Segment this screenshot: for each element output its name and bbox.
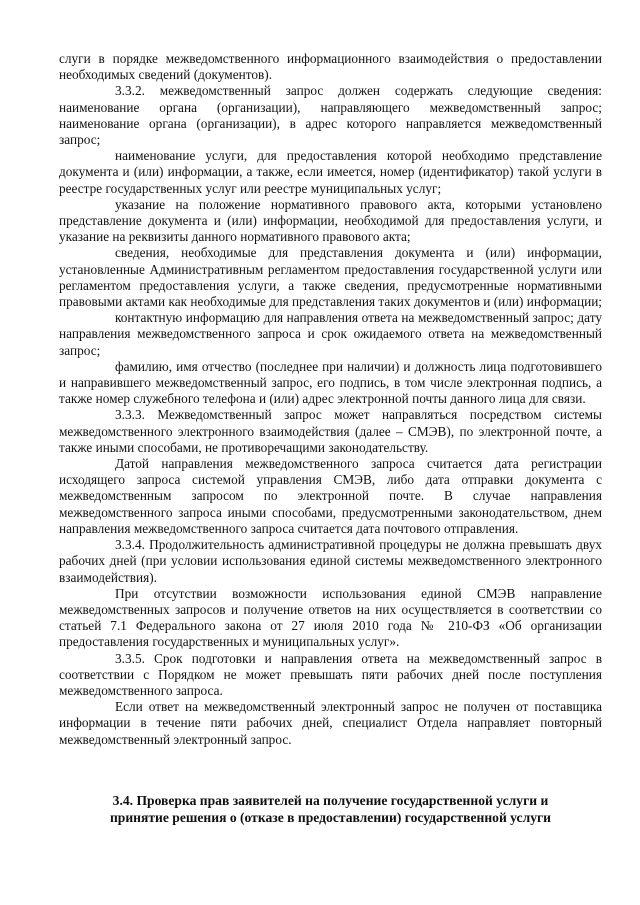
paragraph-service-name: наименование услуги, для предоставления которой необходимо представление документа и (или) информации, а также, если имеется, номер (идентификатор) такой услуги в реестре государственных услуг или реестре муниципальных услуг; [59,148,602,196]
paragraph-3-3-2: 3.3.2. межведомственный запрос должен содержать следующие сведения: наименование органа (организации), направляющего межведомственный запрос; наименование органа (организации), в адрес которого направляется межведомственный запрос; [59,83,602,148]
paragraph-3-3-3: 3.3.3. Межведомственный запрос может направляться посредством системы межведомственного электронного взаимодействия (далее – СМЭВ), по электронной почте, а также иными способами, не противоречащими законодательству. [59,407,602,455]
section-heading-line-1: 3.4. Проверка прав заявителей на получение государственной услуги и [112,793,549,808]
paragraph-required-info: сведения, необходимые для представления документа и (или) информации, установленные Административным регламентом предоставления государственной услуги или регламентом предоставления услуги, а также сведения, предусмотренные нормативными правовыми актами как необходимые для представления таких документов и (или) информации; [59,245,603,310]
paragraph-signer: фамилию, имя отчество (последнее при наличии) и должность лица подготовившего и направившего межведомственный запрос, его подпись, в том числе электронная подпись, а также номер служебного телефона и (или) адрес электронной почты данного лица для связи. [59,358,602,407]
section-heading-3-4 [59,792,602,826]
paragraph-3-3-4: 3.3.4. Продолжительность административной процедуры не должна превышать двух рабочих дней (при условии использования единой системы межведомственного электронного взаимодействия). [59,537,602,585]
document-body [59,51,602,748]
paragraph-3-3-5: 3.3.5. Срок подготовки и направления ответа на межведомственный запрос в соответствии с Порядком не может превышать пяти рабочих дней после поступления межведомственного запроса. [59,650,602,698]
paragraph-request-date: Датой направления межведомственного запроса считается дата регистрации исходящего запроса системой управления СМЭВ, либо дата отправки документа с межведомственным запросом по электронной почте. В случае направления межведомственного запроса иными способами, предусмотренными законодательством, днем направления межведомственного запроса считается дата почтового отправления. [59,456,602,536]
paragraph-legal-act: указание на положение нормативного правового акта, которыми установлено представление документа и (или) информации, необходимой для предоставления услуги, и указание на реквизиты данного нормативного правового акта; [59,196,602,245]
paragraph-continuation: слуги в порядке межведомственного информационного взаимодействия о предоставлении необходимых сведений (документов). [59,51,602,83]
paragraph-repeat-request: Если ответ на межведомственный электронный запрос не получен от поставщика информации в течение пяти рабочих дней, специалист Отдела направляет повторный межведомственный электронный запрос. [59,699,602,747]
paragraph-no-smev: При отсутствии возможности использования единой СМЭВ направление межведомственных запросов и получение ответов на них осуществляется в соответствии со статьей 7.1 Федерального закона от 27 июля 2010 года № 210-ФЗ «Об организации предоставления государственных и муниципальных услуг». [59,585,602,650]
paragraph-contact-info: контактную информацию для направления ответа на межведомственный запрос; дату направления межведомственного запроса и срок ожидаемого ответа на межведомственный запрос; [59,310,602,358]
section-heading-line-2: принятие решения о (отказе в предоставлении) государственной услуги [109,810,552,825]
